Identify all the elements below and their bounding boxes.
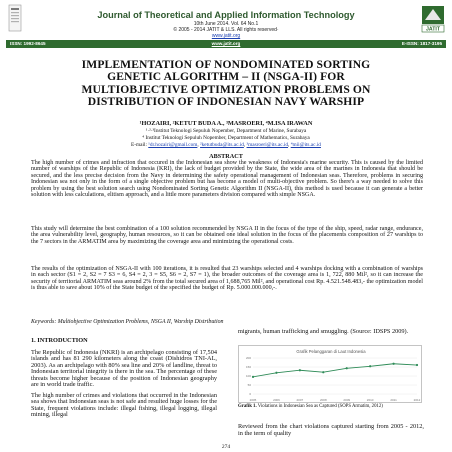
y-tick-label: 200 <box>245 356 251 361</box>
figure-caption <box>238 404 422 409</box>
right-column-bottom: Reviewed from the chart violations captured starting from 2005 - 2012, in the term of quality <box>238 423 424 437</box>
series-line <box>253 364 417 377</box>
paper-title <box>40 59 412 109</box>
data-point <box>299 369 301 371</box>
data-point <box>252 376 254 378</box>
abstract-paragraph: This study will determine the best combination of a 100 solution recommended by NSGA II in the focus of the type of the ship, speed, radar range, endurance, the area vulnerability level, geography, human resources, so it can be obtained one ideal solution in the focus of the placements composition of 27 warships to the 7 sectors in the ARMATIM area by maximizing the coverage area and minimizing the operational costs. <box>31 226 423 245</box>
issn-url-link[interactable]: www.jatit.org <box>211 41 241 46</box>
x-tick-label: 2011 <box>390 398 397 402</box>
abstract-paragraph: The high number of crimes and infraction that occured in the Indonesian sea show the weakness of Indonesia's marine security. This is caused by the limited number of warships of the Republic of Indonesia (KRI), the lack of budget provided by the State, the wide area of the marines in Indonesia that should be secured, and the less precise decision from the Navy in determining the safety operational management of Indonesian seas. Therefore, problems in securing Indonesian sea not only in the form of a single objective problem but has become a model of multi-objective problem. So there's a way needed to solve this problem by using the best solution search using Nondominated Sorting Genetic Algorithm II (NSGA-II), this method is used because it can generate a better solution with less calculations, elitism approach, and a little more parameters division compared with simple NSGA. <box>31 160 423 199</box>
x-tick-label: 2009 <box>343 398 351 402</box>
figure-chart <box>238 345 422 403</box>
email-link[interactable]: ⁴mii@its.ac.id <box>290 142 321 148</box>
data-point <box>392 363 394 365</box>
email-label: E-mail: <box>131 142 147 148</box>
x-tick-label: 2007 <box>296 398 304 402</box>
journal-title: Journal of Theoretical and Applied Information Technology <box>97 10 355 20</box>
logo-text: JATIT <box>425 26 441 33</box>
x-tick-label: 2010 <box>366 398 374 402</box>
data-point <box>369 365 371 367</box>
section-heading: 1. INTRODUCTION <box>31 337 88 344</box>
chart-title: Grafik Pelanggaran di Laut Indonesia <box>296 349 366 354</box>
y-tick-label: 150 <box>245 365 251 370</box>
left-column <box>31 329 217 423</box>
data-point <box>346 367 348 369</box>
y-tick-label: 0 <box>249 392 251 397</box>
journal-logo-left <box>8 4 22 32</box>
y-tick-label: 100 <box>245 374 251 379</box>
data-point <box>322 371 324 373</box>
journal-url-link[interactable]: www.jatit.org <box>211 33 241 39</box>
x-tick-label: 2012 <box>413 398 421 402</box>
title-line: IMPLEMENTATION OF NONDOMINATED SORTING <box>81 58 371 71</box>
title-line: DISTRIBUTION OF INDONESIAN NAVY WARSHIP <box>87 95 365 109</box>
email-link[interactable]: ³masroeri@its.ac.id <box>246 142 289 148</box>
affiliation: ⁴ Institut Teknologi Sepuluh Nopember, Department of Mathematics, Surabaya <box>142 135 310 141</box>
right-column-top: migrants, human trafficking and smuggling. (Source: IDSPS 2009). <box>238 328 409 335</box>
data-point <box>275 372 277 374</box>
abstract-paragraph: The results of the optimization of NSGA-II with 100 iterations, it is resulted that 23 warships selected and 4 warships docking with a combination of warships in each sector (S1 = 2, S2 = 7 S3 = 6, S4 = 2, 3 = S5, S6 = 2, S7 = 1), the broader outcomes of the coverage area is 1, 722, 880 Mil², so it can increase the security of territorial ARMATIM seas around 2% from the total secured area of 1,688,765 Mil², and operational cost Rp. 4.521.548.483,- the optimization model is thus able to save about 10% of the State budget of the specified the budget of Rp. 5.000.000.000,-. <box>31 266 423 292</box>
keywords: Keywords: Multiobjective Optimization Problems, NSGA II, Warship Distribution <box>31 319 224 325</box>
affiliation: ¹·²·³Institut Teknologi Sepuluh Nopember, Department of Marine, Surabaya <box>145 128 307 134</box>
eissn: E-ISSN: 1817-3195 <box>401 41 442 46</box>
journal-logo-right <box>420 4 446 34</box>
journal-copyright: © 2005 - 2014 JATIT & LLS. All rights reserved· <box>173 27 279 33</box>
y-tick-label: 50 <box>247 383 251 388</box>
data-point <box>416 364 418 366</box>
journal-issue: 10th June 2014. Vol. 64 No.1 <box>193 21 259 27</box>
caption-text: Violations in Indonesian Sea as Captured (SOPS Armatim, 2012) <box>257 404 383 409</box>
abstract-heading: ABSTRACT <box>209 153 243 160</box>
body-paragraph: The Republic of Indonesia (NKRI) is an archipelago consisting of 17,504 islands and has 81 290 kilometers along the coast (Dishidros TNI-AL, 2003). As an archipelago with 80% sea line and 20% of landline, threat to Indonesian territorial integrity is there in the sea. The percentage of these threats become higher because of the position of Indonesian geography are in world trade traffic. <box>31 348 217 389</box>
authors: ¹HOZAIRI, ²KETUT BUDA A., ³MASROERI, ⁴M.ISA IRAWAN <box>139 120 313 127</box>
line-chart <box>239 346 423 404</box>
email-link[interactable]: ¹dr.hozairi@gmail.com <box>148 142 198 148</box>
page-number: 274 <box>221 444 231 450</box>
issn: ISSN: 1992-8645 <box>10 41 46 46</box>
body-paragraph: The high number of crimes and violations that occurred in the Indonesian sea shows that Indonesian seas is not safe and resulted huge losses for the State, frequent violations include: illegal fishing, illegal logging, illegal mining, illegal <box>31 391 217 419</box>
title-line: GENETIC ALGORITHM – II (NSGA-II) FOR <box>107 70 345 84</box>
x-tick-label: 2005 <box>249 398 257 402</box>
x-tick-label: 2006 <box>273 398 280 402</box>
title-line: MULTIOBJECTIVE OPTIMIZATION PROBLEMS ON <box>81 82 371 96</box>
caption-label: Grafik 1. <box>238 404 257 409</box>
x-tick-label: 2008 <box>319 398 327 402</box>
email-link[interactable]: ²ketutbuda@its.ac.id <box>200 142 244 148</box>
emails: E-mail: ¹dr.hozairi@gmail.com, ²ketutbuda@its.ac.id, ³masroeri@its.ac.id, ⁴mii@its.ac.id <box>131 142 321 148</box>
